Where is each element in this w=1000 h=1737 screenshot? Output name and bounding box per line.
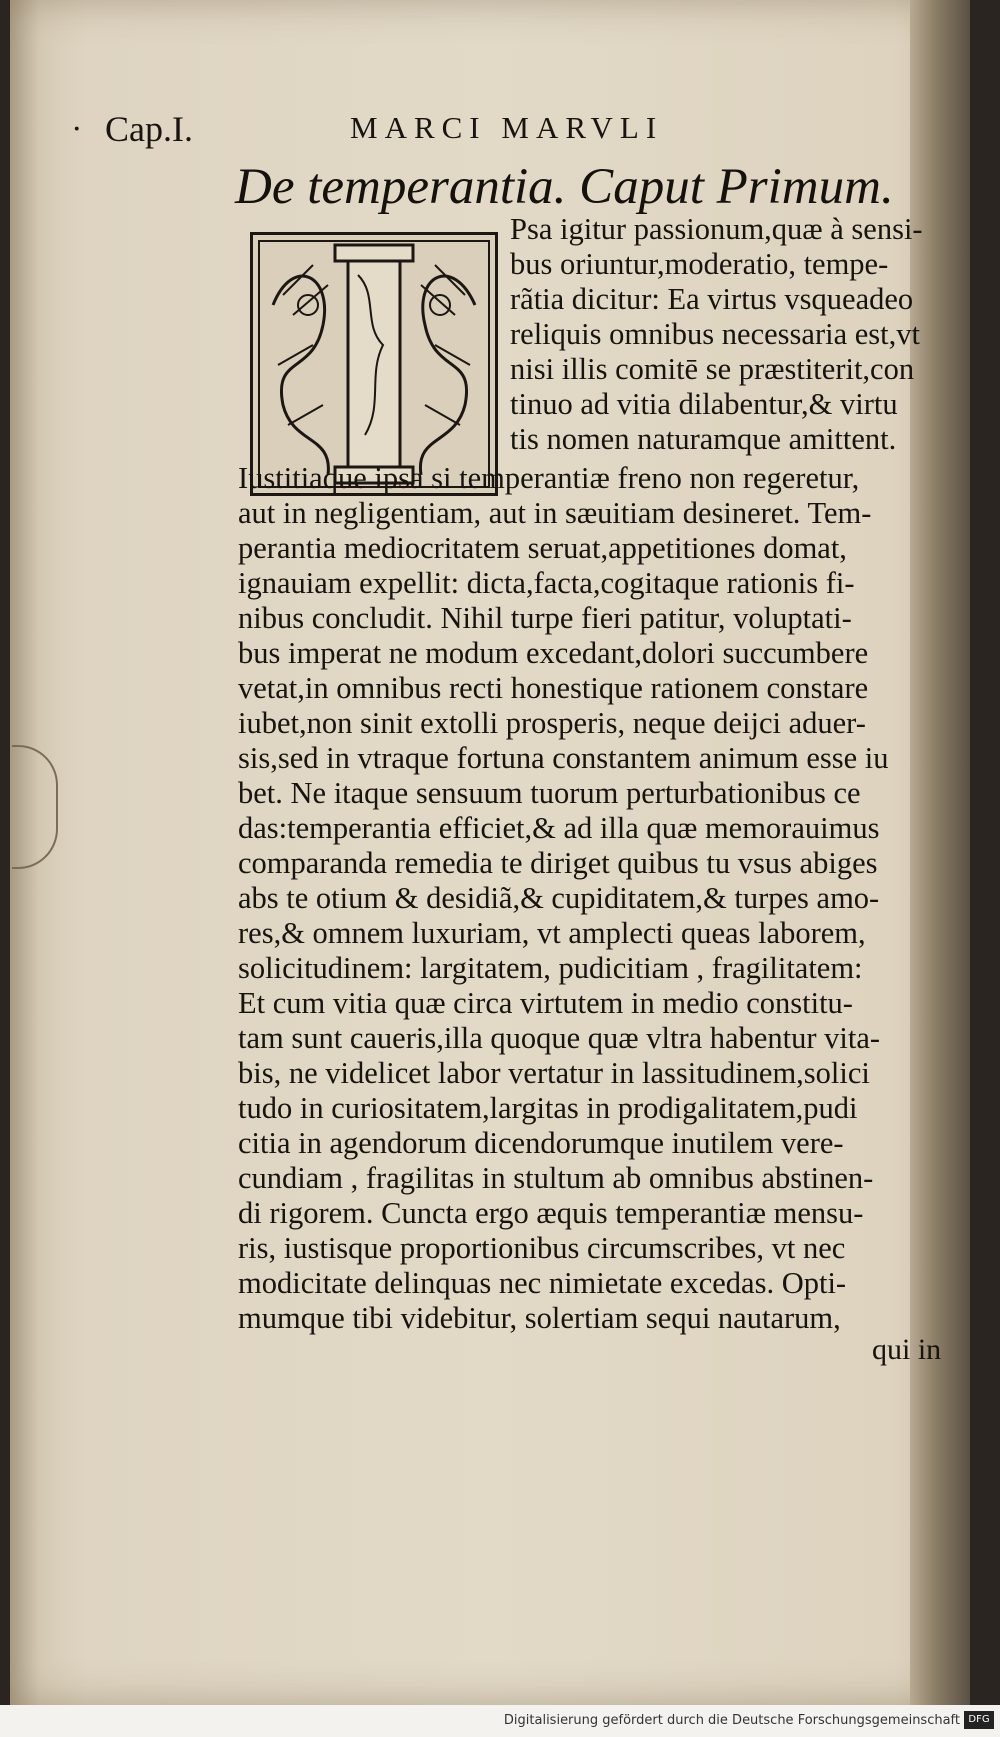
chapter-label: Cap.I. xyxy=(105,109,193,149)
text-line: bet. Ne itaque sensuum tuorum perturbationibus ce xyxy=(238,776,861,810)
margin-mark: · xyxy=(72,112,82,147)
chapter-title: De temperantia. Caput Primum. xyxy=(235,159,894,215)
catchword: qui in xyxy=(872,1333,942,1366)
text-line: bis, ne videlicet labor vertatur in lassitudinem,solici xyxy=(238,1056,870,1090)
text-line: tudo in curiositatem,largitas in prodigalitatem,pudi xyxy=(238,1091,858,1125)
running-head xyxy=(95,108,925,148)
text-line: iubet,non sinit extolli prosperis, neque deijci aduer- xyxy=(238,706,866,740)
footer-credit: Digitalisierung gefördert durch die Deutsche Forschungsgemeinschaft xyxy=(503,1713,960,1728)
text-line: reliquis omnibus necessaria est,vt xyxy=(510,317,920,351)
text-line: vetat,in omnibus recti honestique rationem constare xyxy=(238,671,869,705)
text-line: ignauiam expellit: dicta,facta,cogitaque rationis fi- xyxy=(238,566,855,600)
decorated-initial-art xyxy=(253,235,495,493)
text-line: cundiam , fragilitas in stultum ab omnibus abstinen- xyxy=(238,1161,874,1195)
text-line: comparanda remedia te diriget quibus tu vsus abiges xyxy=(238,846,878,880)
text-line: abs te otium & desidiã,& cupiditatem,& turpes amo- xyxy=(238,881,880,915)
text-line: bus oriuntur,moderatio, tempe- xyxy=(510,247,889,281)
text-line: rãtia dicitur: Ea virtus vsqueadeo xyxy=(510,282,914,316)
dfg-logo-icon: DFG xyxy=(964,1711,994,1729)
text-line: sis,sed in vtraque fortuna constantem animum esse iu xyxy=(238,741,889,775)
text-line: bus imperat ne modum excedant,dolori succumbere xyxy=(238,636,869,670)
footer-bar xyxy=(0,1705,1000,1737)
text-line: res,& omnem luxuriam, vt amplecti queas laborem, xyxy=(238,916,866,950)
text-line: solicitudinem: largitatem, pudicitiam , fragilitatem: xyxy=(238,951,863,985)
running-title: MARCI MARVLI xyxy=(350,110,664,145)
text-line: nisi illis comitē se præstiterit,con xyxy=(510,352,915,386)
book-spine-edge xyxy=(910,0,970,1705)
decorated-initial xyxy=(250,232,498,496)
text-line: nibus concludit. Nihil turpe fieri patitur, voluptati- xyxy=(238,601,852,635)
text-line: tinuo ad vitia dilabentur,& virtu xyxy=(510,387,898,421)
text-line: aut in negligentiam, aut in sæuitiam desineret. Tem- xyxy=(238,496,872,530)
text-line: tis nomen naturamque amittent. xyxy=(510,422,897,456)
text-line: di rigorem. Cuncta ergo æquis temperantiæ mensu- xyxy=(238,1196,864,1230)
text-line: mumque tibi videbitur, solertiam sequi nautarum, xyxy=(238,1301,841,1335)
text-line: ris, iustisque proportionibus circumscribes, vt nec xyxy=(238,1231,846,1265)
text-line: Iustitiaque ipsa si temperantiæ freno non regeretur, xyxy=(238,461,860,495)
text-line: tam sunt caueris,illa quoque quæ vltra habentur vita- xyxy=(238,1021,881,1055)
text-line: citia in agendorum dicendorumque inutilem vere- xyxy=(238,1126,844,1160)
text-line: Et cum vitia quæ circa virtutem in medio constitu- xyxy=(238,986,853,1020)
text-line: modicitate delinquas nec nimietate excedas. Opti- xyxy=(238,1266,847,1300)
page-clip xyxy=(12,745,58,869)
text-line: das:temperantia efficiet,& ad illa quæ memorauimus xyxy=(238,811,880,845)
text-line: Psa igitur passionum,quæ à sensi- xyxy=(510,212,923,246)
text-line: perantia mediocritatem seruat,appetitiones domat, xyxy=(238,531,847,565)
